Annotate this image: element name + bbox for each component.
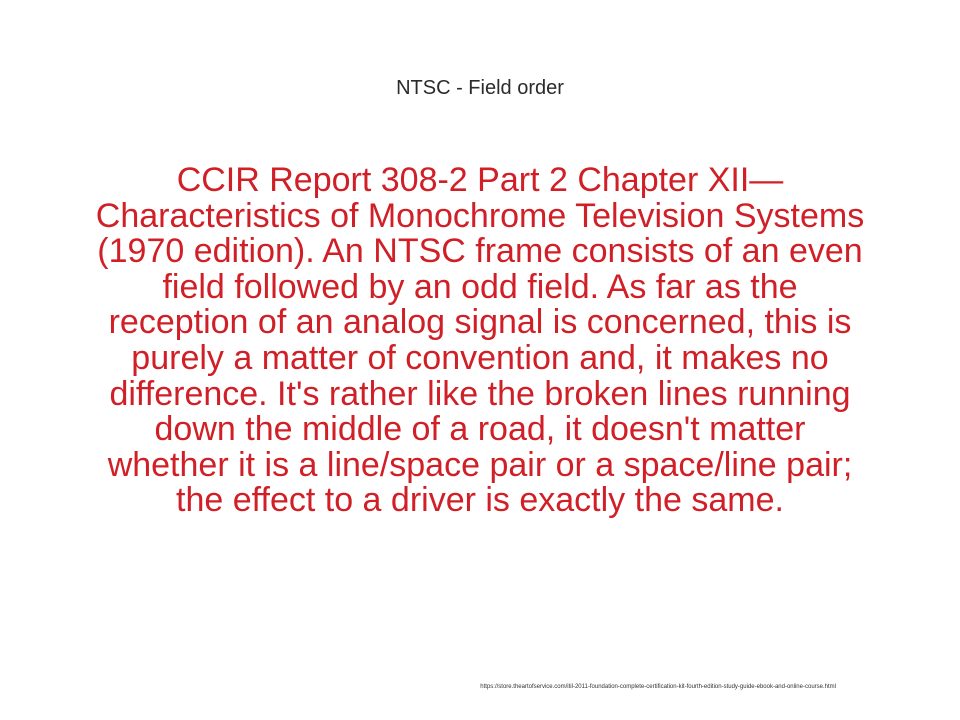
slide-body-text: CCIR Report 308-2 Part 2 Chapter XII—Characteristics of Monochrome Television Systems (1970 edition). An NTSC frame consists of an even field followed by an odd field. As far as the reception of an analog signal is concerned, this is purely a matter of convention and, it makes no difference. It's rather like the broken lines running down the middle of a road, it doesn't matter whether it is a line/space pair or a space/line pair; the effect to a driver is exactly the same. [95,161,865,520]
source-url: https://store.theartofservice.com/itil-2011-foundation-complete-certification-kit-fourth-edition-study-guide-ebook-and-online-course.html [480,684,836,690]
slide-title: NTSC - Field order [396,77,564,99]
